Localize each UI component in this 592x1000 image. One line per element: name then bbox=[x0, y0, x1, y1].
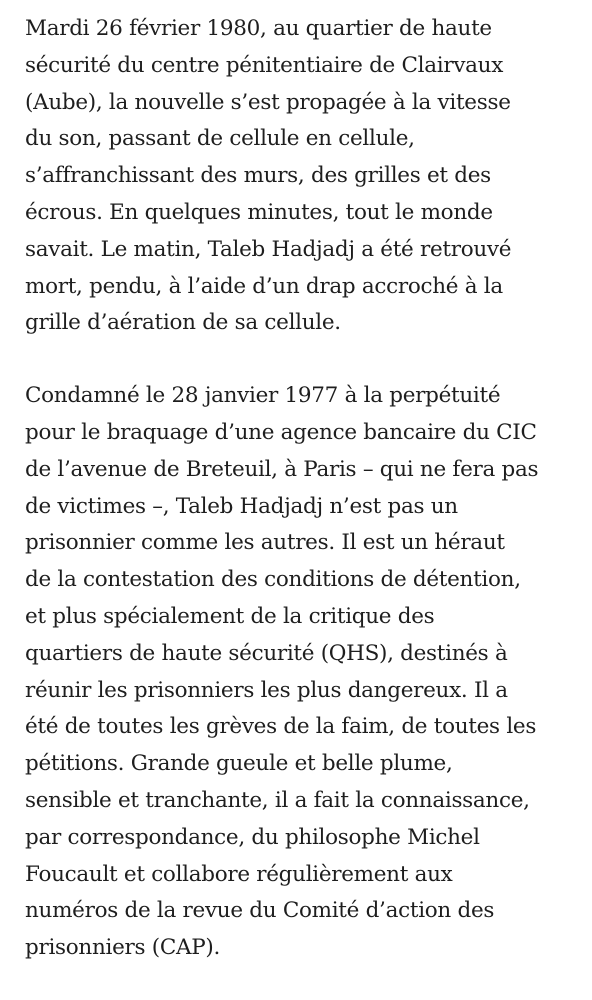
paragraph-line: de victimes –, Taleb Hadjadj n’est pas un bbox=[25, 493, 458, 519]
paragraph-line: grille d’aération de sa cellule. bbox=[25, 310, 341, 336]
paragraph-line: de l’avenue de Breteuil, à Paris – qui ne fera pas bbox=[25, 456, 539, 482]
paragraph-line: s’affranchissant des murs, des grilles et des bbox=[25, 163, 491, 189]
paragraph-line: sensible et tranchante, il a fait la connaissance, bbox=[25, 787, 530, 813]
paragraph-line: prisonniers (CAP). bbox=[25, 935, 220, 961]
paragraph-line: été de toutes les grèves de la faim, de toutes les bbox=[25, 714, 537, 740]
paragraph-line: par correspondance, du philosophe Michel bbox=[25, 824, 480, 850]
paragraph-line: écrous. En quelques minutes, tout le monde bbox=[25, 199, 493, 225]
paragraph-line: mort, pendu, à l’aide d’un drap accroché à la bbox=[25, 273, 503, 299]
paragraph-line: réunir les prisonniers les plus dangereux. Il a bbox=[25, 677, 508, 703]
paragraph-line: quartiers de haute sécurité (QHS), destinés à bbox=[25, 640, 508, 666]
paragraph-line: prisonnier comme les autres. Il est un héraut bbox=[25, 530, 505, 556]
paragraph-1 bbox=[25, 11, 570, 342]
paragraph-line: Condamné le 28 janvier 1977 à la perpétuité bbox=[25, 383, 501, 409]
paragraph-line: du son, passant de cellule en cellule, bbox=[25, 126, 415, 152]
paragraph-line: Foucault et collabore régulièrement aux bbox=[25, 861, 453, 887]
paragraph-line: numéros de la revue du Comité d’action des bbox=[25, 898, 495, 924]
paragraph-2 bbox=[25, 378, 570, 967]
paragraph-line: sécurité du centre pénitentiaire de Clairvaux bbox=[25, 52, 504, 78]
paragraph-line: pour le braquage d’une agence bancaire du CIC bbox=[25, 419, 537, 445]
paragraph-line: (Aube), la nouvelle s’est propagée à la vitesse bbox=[25, 89, 511, 115]
paragraph-line: savait. Le matin, Taleb Hadjadj a été retrouvé bbox=[25, 236, 512, 262]
paragraph-line: Mardi 26 février 1980, au quartier de haute bbox=[25, 16, 492, 41]
paragraph-line: pétitions. Grande gueule et belle plume, bbox=[25, 751, 453, 777]
paragraph-line: de la contestation des conditions de détention, bbox=[25, 567, 521, 593]
paragraph-line: et plus spécialement de la critique des bbox=[25, 603, 435, 629]
